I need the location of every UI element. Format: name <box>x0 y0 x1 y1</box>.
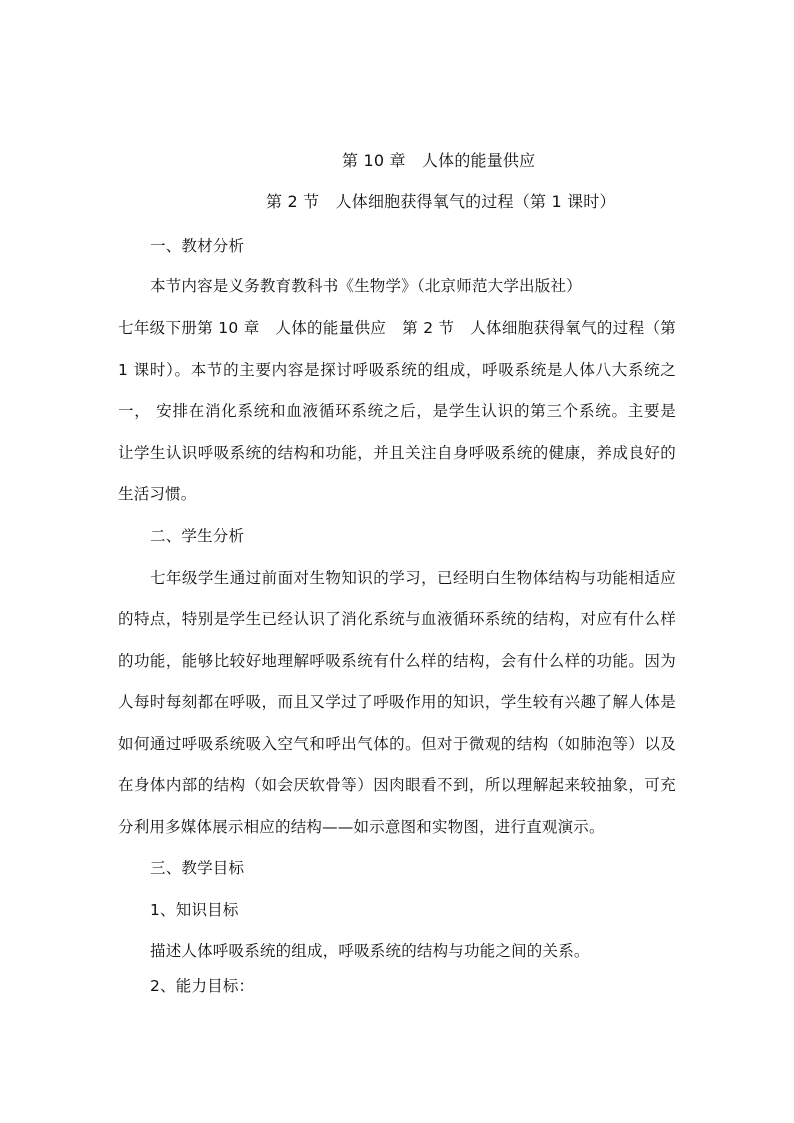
paragraph-line: 1 课时）。本节的主要内容是探讨呼吸系统的组成，呼吸系统是人体八大系统之 <box>118 361 676 379</box>
paragraph-line: 在身体内部的结构（如会厌软骨等）因肉眼看不到，所以理解起来较抽象，可充 <box>118 776 676 794</box>
paragraph-line: 一， 安排在消化系统和血液循环系统之后，是学生认识的第三个系统。主要是 <box>118 402 676 420</box>
goal-label-ability: 2、能力目标： <box>150 977 255 995</box>
paragraph-line: 生活习惯。 <box>118 485 197 503</box>
chapter-title: 第 10 章 人体的能量供应 <box>342 151 536 170</box>
paragraph-line: 的功能，能够比较好地理解呼吸系统有什么样的结构，会有什么样的功能。因为 <box>118 652 676 670</box>
paragraph-line: 七年级学生通过前面对生物知识的学习，已经明白生物体结构与功能相适应 <box>150 569 676 587</box>
paragraph-line: 本节内容是义务教育教科书《生物学》（北京师范大学出版社） <box>150 277 582 295</box>
paragraph-line: 让学生认识呼吸系统的结构和功能，并且关注自身呼吸系统的健康，养成良好的 <box>118 444 676 462</box>
goal-text-knowledge: 描述人体呼吸系统的组成，呼吸系统的结构与功能之间的关系。 <box>150 942 590 960</box>
paragraph-line: 分利用多媒体展示相应的结构——如示意图和实物图，进行直观演示。 <box>118 818 605 836</box>
paragraph-line: 七年级下册第 10 章 人体的能量供应 第 2 节 人体细胞获得氧气的过程（第 <box>118 319 676 337</box>
goal-label-knowledge: 1、知识目标 <box>150 901 239 919</box>
section-heading-materials: 一、教材分析 <box>150 237 245 255</box>
section-heading-objectives: 三、教学目标 <box>150 859 245 877</box>
paragraph-line: 如何通过呼吸系统吸入空气和呼出气体的。但对于微观的结构（如肺泡等）以及 <box>118 735 676 753</box>
section-heading-students: 二、学生分析 <box>150 527 245 545</box>
section-title: 第 2 节 人体细胞获得氧气的过程（第 1 课时） <box>266 192 616 211</box>
paragraph-line: 的特点，特别是学生已经认识了消化系统与血液循环系统的结构，对应有什么样 <box>118 610 676 628</box>
paragraph-line: 人每时每刻都在呼吸，而且又学过了呼吸作用的知识，学生较有兴趣了解人体是 <box>118 693 676 711</box>
